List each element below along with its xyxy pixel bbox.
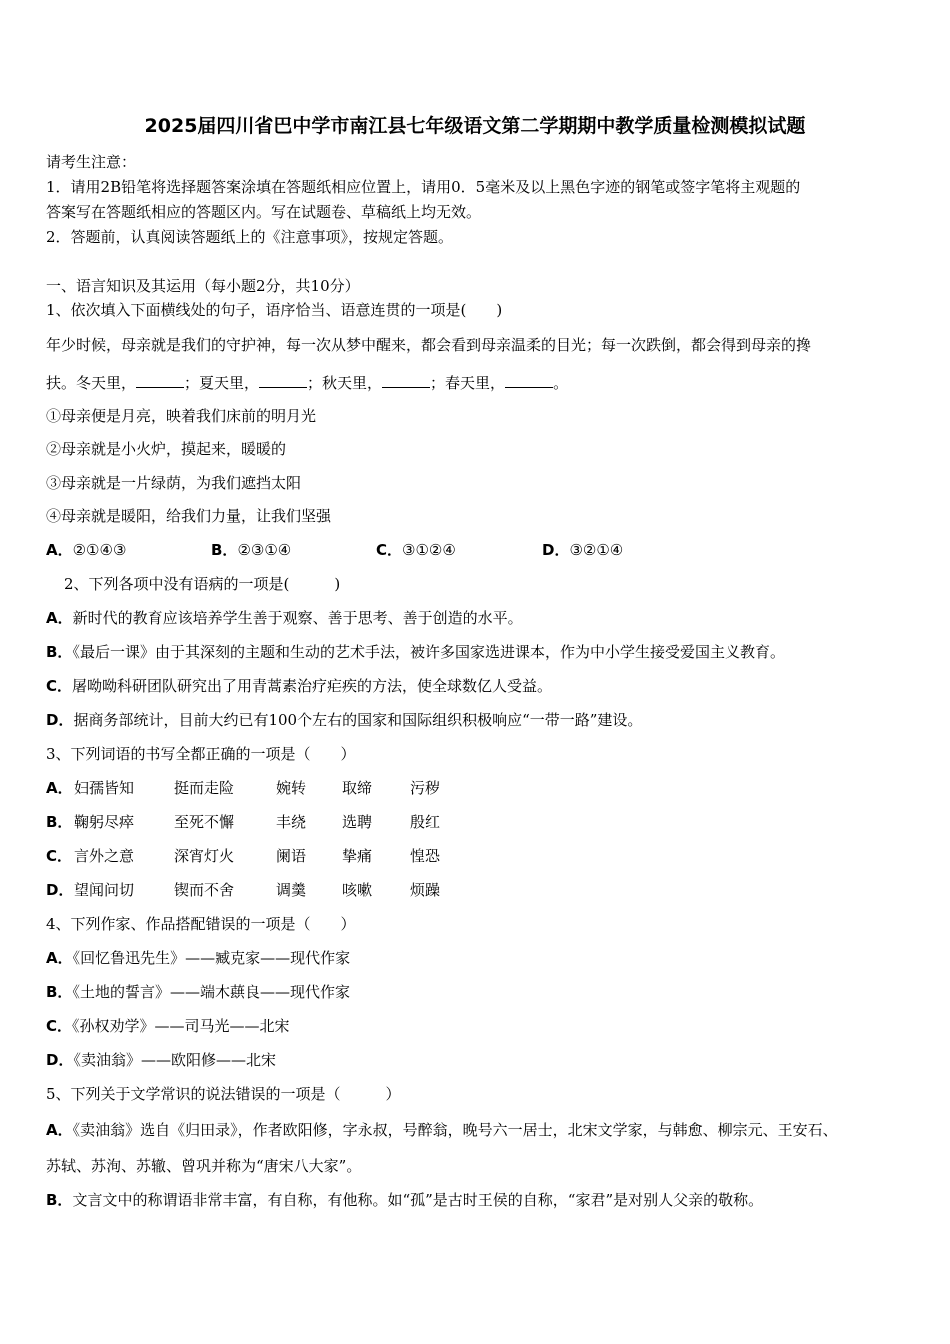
question-1-options	[46, 540, 666, 560]
question-4-option-b[interactable]: B．《土地的誓言》——端木蕻良——现代作家	[46, 983, 350, 1001]
option-c[interactable]: C．③①②④	[376, 541, 456, 559]
question-2-option-d[interactable]: D．据商务部统计，目前大约已有100个左右的国家和国际组织积极响应“一带一路”建设。	[46, 711, 643, 729]
question-1-sentence-3: ③母亲就是一片绿荫，为我们遮挡太阳	[46, 474, 302, 492]
fill-blank	[136, 373, 184, 388]
passage-text: ；春天里，	[430, 374, 506, 392]
notice-heading: 请考生注意：	[46, 153, 137, 171]
passage-text: ；夏天里，	[184, 374, 260, 392]
question-3-option-b[interactable]: B． 鞠躬尽瘁 至死不懈 丰绕 选聘 殷红	[46, 813, 441, 831]
question-3-option-a[interactable]: A． 妇孺皆知 挺而走险 婉转 取缔 污秽	[46, 779, 441, 797]
question-4-stem: 4、下列作家、作品搭配错误的一项是（ ）	[46, 915, 356, 933]
fill-blank	[505, 373, 553, 388]
question-3-option-d[interactable]: D． 望闻问切 锲而不舍 调羹 咳嗽 烦躁	[46, 881, 441, 899]
question-5-stem: 5、下列关于文学常识的说法错误的一项是（ ）	[46, 1085, 401, 1103]
question-1-sentence-4: ④母亲就是暖阳，给我们力量，让我们坚强	[46, 507, 332, 525]
question-2-option-c[interactable]: C．屠呦呦科研团队研究出了用青蒿素治疗疟疾的方法，使全球数亿人受益。	[46, 677, 553, 695]
passage-text: 扶。冬天里，	[46, 374, 137, 392]
question-3-stem: 3、下列词语的书写全都正确的一项是（ ）	[46, 745, 356, 763]
notice-item-2: 2．答题前，认真阅读答题纸上的《注意事项》，按规定答题。	[46, 228, 454, 246]
question-3-option-c[interactable]: C． 言外之意 深宵灯火 阑语 挚痛 惶恐	[46, 847, 441, 865]
passage-text: ；秋天里，	[307, 374, 383, 392]
question-1-passage-line-2	[46, 373, 910, 393]
question-4-option-a[interactable]: A．《回忆鲁迅先生》——臧克家——现代作家	[46, 949, 351, 967]
fill-blank	[382, 373, 430, 388]
notice-item-1-line-1: 1．请用2B铅笔将选择题答案涂填在答题纸相应位置上，请用0．5毫米及以上黑色字迹的钢笔或签字笔将主观题的	[46, 178, 801, 196]
section-heading: 一、语言知识及其运用（每小题2分，共10分）	[46, 277, 360, 295]
question-1-sentence-1: ①母亲便是月亮，映着我们床前的明月光	[46, 407, 317, 425]
notice-item-1-line-2: 答案写在答题纸相应的答题区内。写在试题卷、草稿纸上均无效。	[46, 203, 482, 221]
page-title: 2025届四川省巴中学市南江县七年级语文第二学期期中教学质量检测模拟试题	[144, 115, 806, 137]
question-2-option-a[interactable]: A．新时代的教育应该培养学生善于观察、善于思考、善于创造的水平。	[46, 609, 523, 627]
question-5-option-a-line-2: 苏轼、苏洵、苏辙、曾巩并称为“唐宋八大家”。	[46, 1157, 362, 1175]
question-5-option-a-line-1[interactable]: A．《卖油翁》选自《归田录》，作者欧阳修，字永叔，号醉翁，晚号六一居士，北宋文学家，与韩愈、柳宗元、王安石、	[46, 1121, 838, 1139]
question-1-passage-line-1: 年少时候，母亲就是我们的守护神，每一次从梦中醒来，都会看到母亲温柔的目光；每一次跌倒，都会得到母亲的搀	[46, 336, 812, 354]
question-2-stem: 2、下列各项中没有语病的一项是( )	[64, 575, 341, 593]
option-d[interactable]: D．③②①④	[542, 541, 624, 559]
fill-blank	[259, 373, 307, 388]
question-4-option-c[interactable]: C．《孙权劝学》——司马光——北宋	[46, 1017, 290, 1035]
question-1-stem: 1、依次填入下面横线处的句子，语序恰当、语意连贯的一项是( )	[46, 301, 503, 319]
question-1-sentence-2: ②母亲就是小火炉，摸起来，暖暖的	[46, 440, 287, 458]
question-2-option-b[interactable]: B．《最后一课》由于其深刻的主题和生动的艺术手法，被许多国家选进课本，作为中小学生接受爱国主义教育。	[46, 643, 785, 661]
passage-text: 。	[553, 374, 569, 392]
question-4-option-d[interactable]: D．《卖油翁》——欧阳修——北宋	[46, 1051, 276, 1069]
option-a[interactable]: A．②①④③	[46, 541, 127, 559]
option-b[interactable]: B．②③①④	[211, 541, 292, 559]
question-5-option-b[interactable]: B．文言文中的称谓语非常丰富，有自称，有他称。如“孤”是古时王侯的自称，“家君”是对别人父亲的敬称。	[46, 1191, 764, 1209]
